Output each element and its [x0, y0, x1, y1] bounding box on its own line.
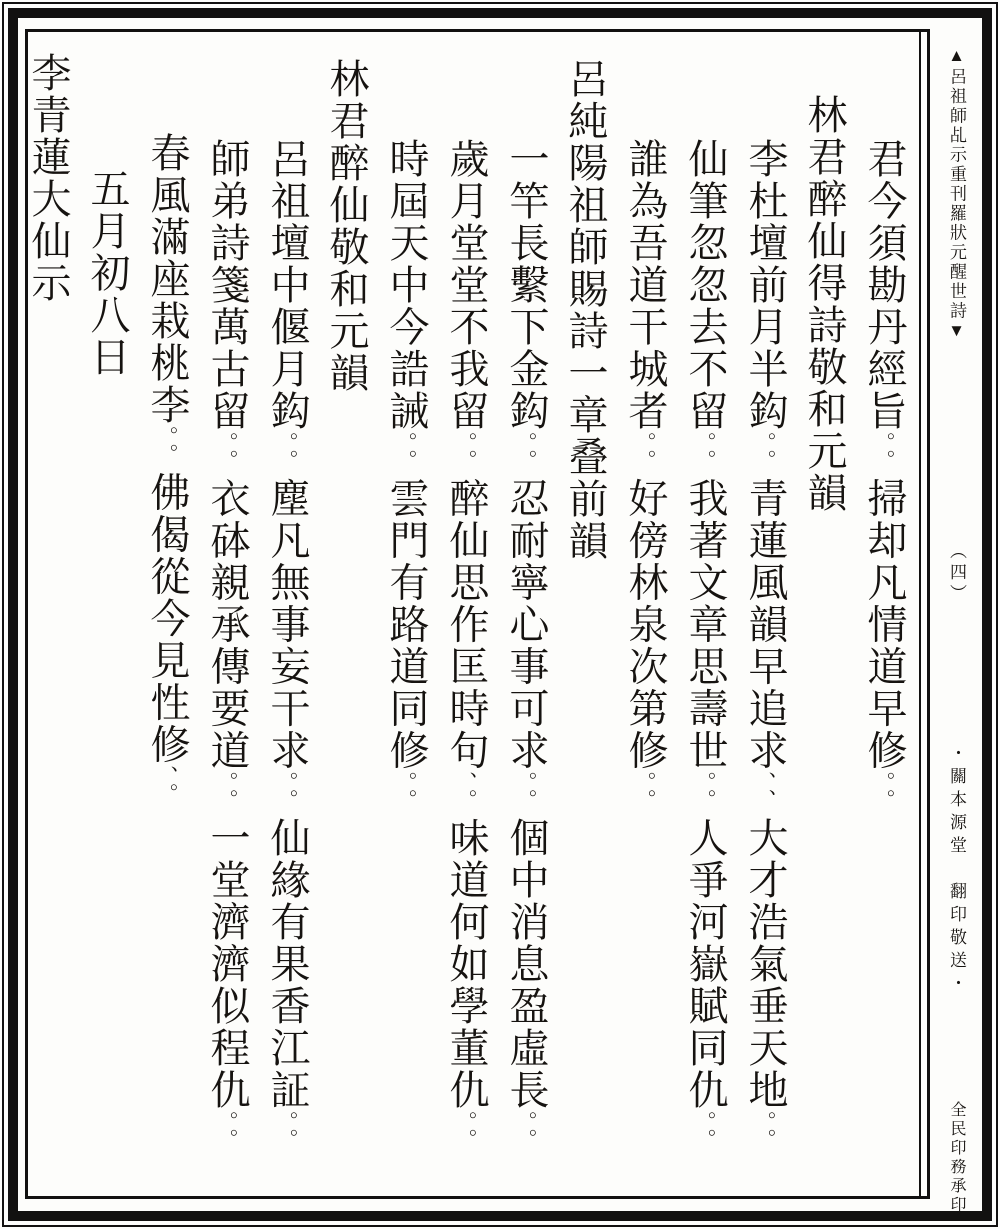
section-header-2: 呂純陽祖師賜詩一章叠前韻 — [563, 58, 608, 562]
printer-note: 全民印務承印 — [948, 1101, 965, 1215]
poem-line-1: 君今須勘丹經旨。。掃却凡情道早修。。 — [862, 138, 907, 817]
poem-line-2: 李杜壇前月半鈎。。青蓮風韻早追求、、大才浩氣垂天地。。 — [743, 138, 788, 1157]
poem-line-7: 時屆天中今誥誡。。雲門有路道同修。。 — [384, 138, 429, 817]
poem-text-area — [26, 32, 914, 1193]
poem-line-6: 歲月堂堂不我留。。醉仙思作匡時句、。味道何如學董仇。。 — [444, 138, 489, 1157]
publisher-note: ・關本源堂 翻印敬送・ — [947, 744, 966, 997]
poem-line-5: 一竿長繫下金鈎。。忍耐寧心事可求。。個中消息盈虛長。。 — [504, 138, 549, 1157]
poem-line-3: 仙筆忽忽去不留。。我著文章思壽世。。人爭河嶽賦同仇。。 — [683, 138, 728, 1157]
right-margin-strip — [928, 30, 982, 1215]
book-title: ▲呂祖師乩示重刊羅狀元醒世詩▼ — [947, 46, 966, 343]
poem-line-4: 誰為吾道干城者。。好傍林泉次第修。。 — [623, 138, 668, 817]
poem-line-9: 師弟詩箋萬古留。。衣砵親承傳要道。。一堂濟濟似程仇。。 — [205, 138, 250, 1157]
poem-line-10: 春風滿座栽桃李。。佛偈從今見性修、。 — [145, 132, 190, 811]
poem-line-8: 呂祖壇中偃月鈎。。塵凡無事妄干求。。仙緣有果香江証。。 — [265, 138, 310, 1157]
signature-line: 李青蓮大仙示 — [26, 52, 71, 304]
section-header-1: 林君醉仙得詩敬和元韻 — [802, 94, 847, 514]
frame-double-rule — [919, 32, 921, 1196]
page-number: （四） — [947, 542, 966, 605]
date-line: 五月初八日 — [85, 168, 130, 378]
section-header-3: 林君醉仙敬和元韻 — [324, 58, 369, 394]
